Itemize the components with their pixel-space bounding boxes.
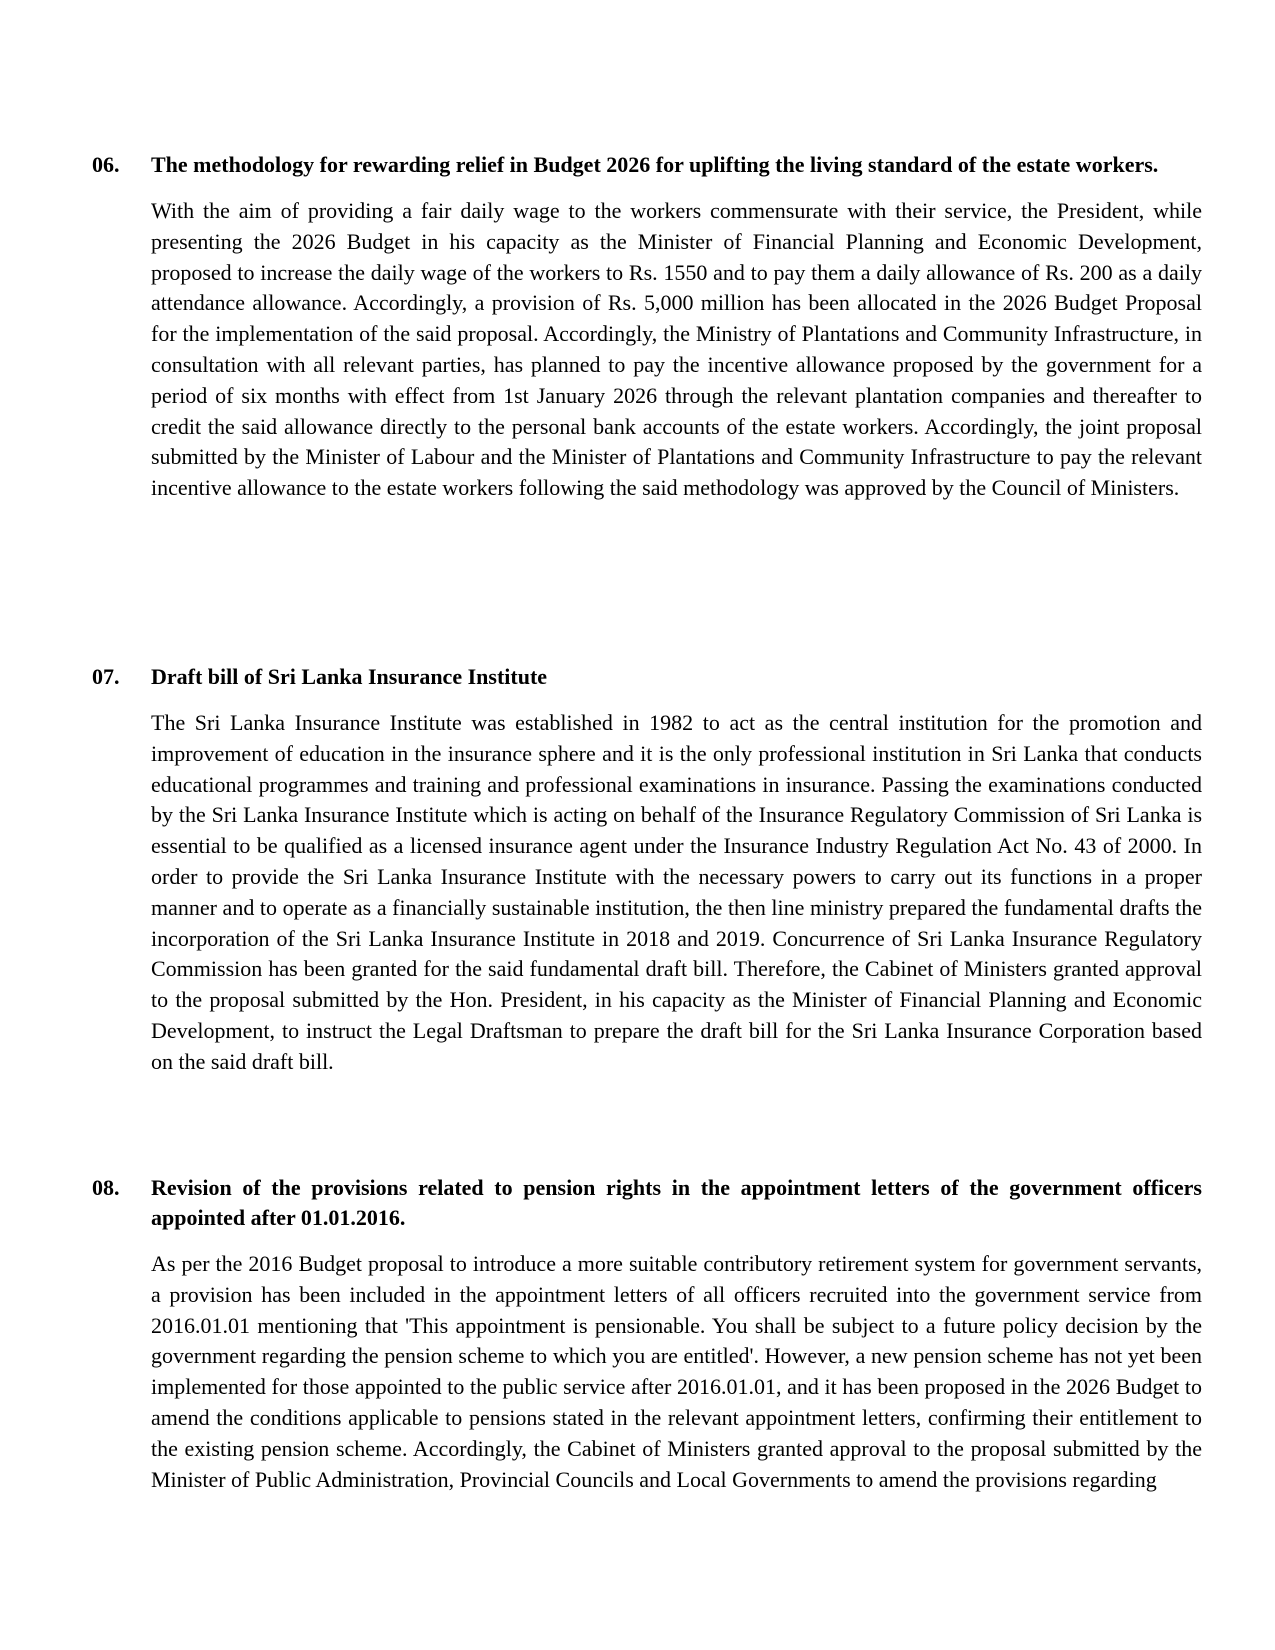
section-heading [92,1173,1202,1233]
section-body: The Sri Lanka Insurance Institute was established in 1982 to act as the central institution for the promotion and improvement of education in the insurance sphere and it is the only professional institution in Sri Lanka that conducts educational programmes and training and professional examinations in insurance. Passing the examinations conducted by the Sri Lanka Insurance Institute which is acting on behalf of the Insurance Regulatory Commission of Sri Lanka is essential to be qualified as a licensed insurance agent under the Insurance Industry Regulation Act No. 43 of 2000. In order to provide the Sri Lanka Insurance Institute with the necessary powers to carry out its functions in a proper manner and to operate as a financially sustainable institution, the then line ministry prepared the fundamental drafts the incorporation of the Sri Lanka Insurance Institute in 2018 and 2019. Concurrence of Sri Lanka Insurance Regulatory Commission has been granted for the said fundamental draft bill. Therefore, the Cabinet of Ministers granted approval to the proposal submitted by the Hon. President, in his capacity as the Minister of Financial Planning and Economic Development, to instruct the Legal Draftsman to prepare the draft bill for the Sri Lanka Insurance Corporation based on the said draft bill. [151,710,1202,1074]
section-title: The methodology for rewarding relief in Budget 2026 for uplifting the living standard of the estate workers. [151,152,1159,177]
section-07 [92,662,1202,1078]
section-08 [92,1173,1202,1495]
section-heading [92,150,1202,180]
section-title: Draft bill of Sri Lanka Insurance Institute [151,664,548,689]
section-title: Revision of the provisions related to pension rights in the appointment letters of the government officers appointed after 01.01.2016. [151,1175,1202,1230]
section-body: With the aim of providing a fair daily wage to the workers commensurate with their service, the President, while presenting the 2026 Budget in his capacity as the Minister of Financial Planning and Economic Development, proposed to increase the daily wage of the workers to Rs. 1550 and to pay them a daily allowance of Rs. 200 as a daily attendance allowance. Accordingly, a provision of Rs. 5,000 million has been allocated in the 2026 Budget Proposal for the implementation of the said proposal. Accordingly, the Ministry of Plantations and Community Infrastructure, in consultation with all relevant parties, has planned to pay the incentive allowance proposed by the government for a period of six months with effect from 1st January 2026 through the relevant plantation companies and thereafter to credit the said allowance directly to the personal bank accounts of the estate workers. Accordingly, the joint proposal submitted by the Minister of Labour and the Minister of Plantations and Community Infrastructure to pay the relevant incentive allowance to the estate workers following the said methodology was approved by the Council of Ministers. [151,198,1202,501]
section-number: 08. [92,1175,120,1200]
section-body: As per the 2016 Budget proposal to introduce a more suitable contributory retirement system for government servants, a provision has been included in the appointment letters of all officers recruited into the government service from 2016.01.01 mentioning that 'This appointment is pensionable. You shall be subject to a future policy decision by the government regarding the pension scheme to which you are entitled'. However, a new pension scheme has not yet been implemented for those appointed to the public service after 2016.01.01, and it has been proposed in the 2026 Budget to amend the conditions applicable to pensions stated in the relevant appointment letters, confirming their entitlement to the existing pension scheme. Accordingly, the Cabinet of Ministers granted approval to the proposal submitted by the Minister of Public Administration, Provincial Councils and Local Governments to amend the provisions regarding [151,1251,1202,1492]
section-number: 07. [92,664,120,689]
section-number: 06. [92,152,120,177]
section-heading [92,662,1202,692]
section-06 [92,150,1202,504]
